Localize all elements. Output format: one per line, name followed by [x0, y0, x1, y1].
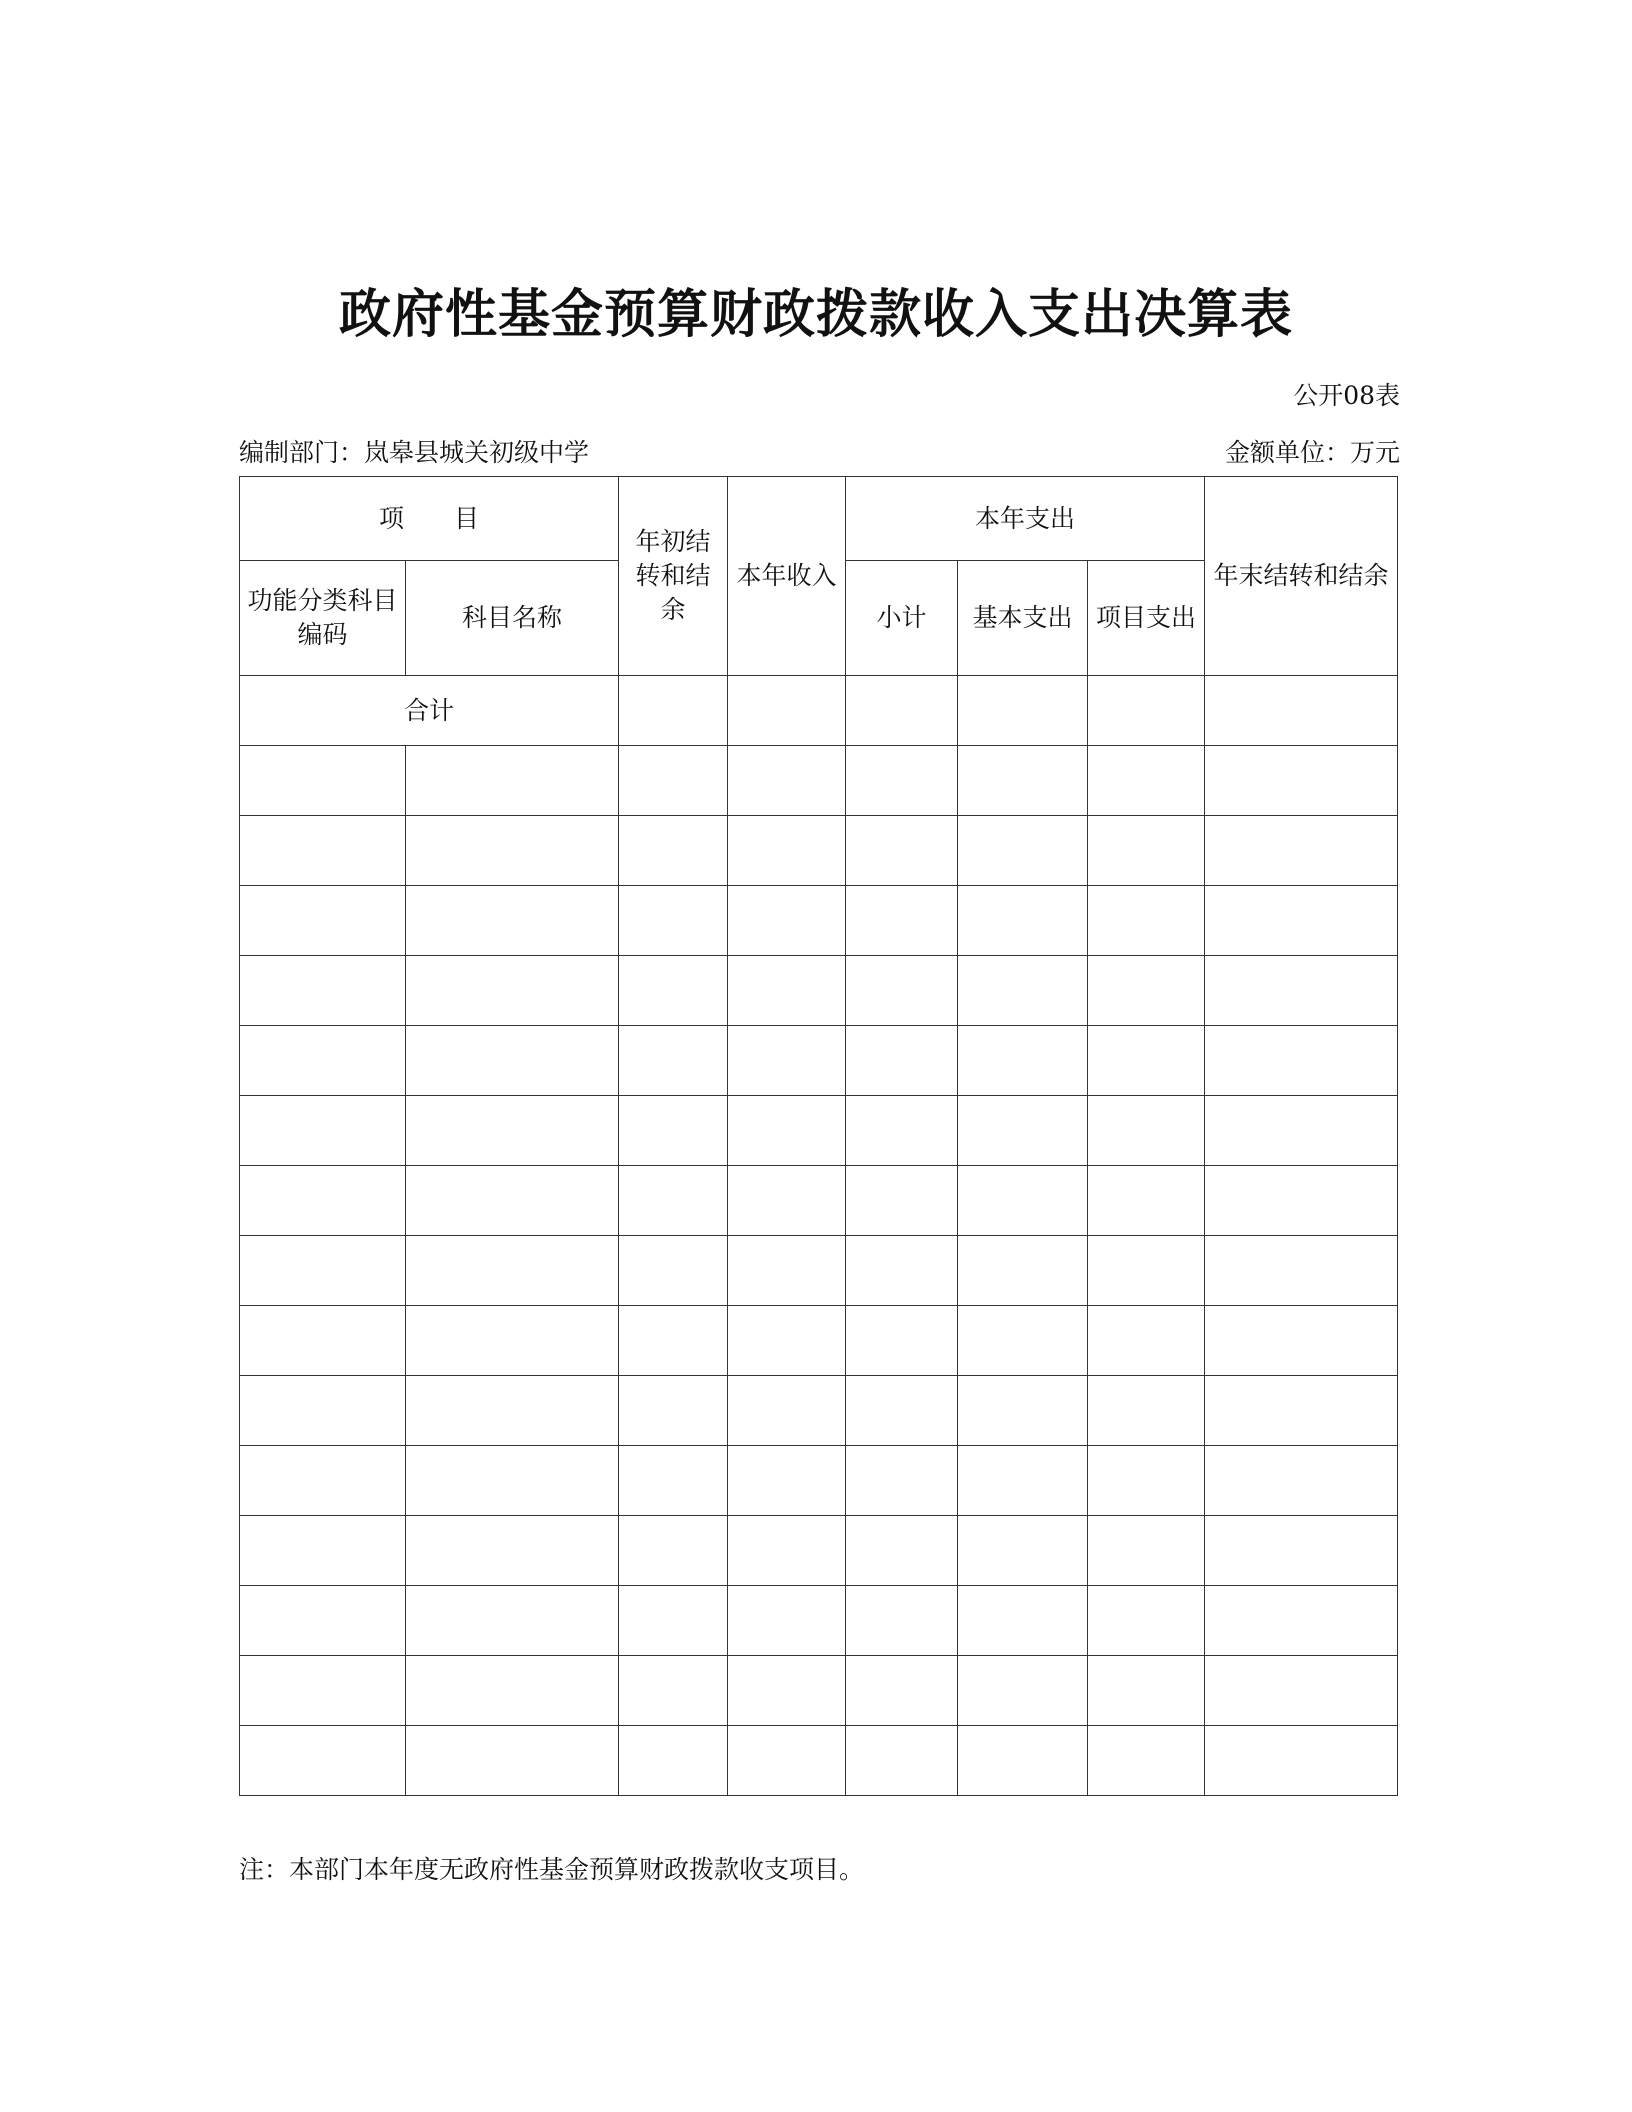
table-cell — [1088, 1446, 1205, 1516]
header-project — [240, 477, 619, 561]
table-row — [240, 1516, 1398, 1586]
table-cell — [728, 1726, 846, 1796]
table-cell — [406, 1656, 619, 1726]
total-row — [240, 676, 1398, 746]
total-cell — [846, 676, 958, 746]
table-cell — [406, 1236, 619, 1306]
table-cell — [619, 816, 728, 886]
table-cell — [406, 1726, 619, 1796]
table-cell — [728, 1096, 846, 1166]
header-begin-balance — [619, 477, 728, 676]
table-cell — [619, 1096, 728, 1166]
header-annual-income — [728, 477, 846, 676]
table-cell — [728, 1586, 846, 1656]
table-cell — [846, 1166, 958, 1236]
table-cell — [958, 816, 1088, 886]
table-cell — [1205, 1516, 1398, 1586]
header-begin-balance-label: 年初结转和结余 — [635, 527, 711, 624]
table-cell — [958, 1586, 1088, 1656]
table-cell — [1205, 1166, 1398, 1236]
table-cell — [619, 1306, 728, 1376]
header-project-expense-label: 项目支出 — [1096, 603, 1197, 632]
table-cell — [1088, 1096, 1205, 1166]
table-cell — [958, 1726, 1088, 1796]
table-row — [240, 956, 1398, 1026]
table-cell — [240, 1726, 406, 1796]
table-cell — [1088, 816, 1205, 886]
table-cell — [619, 956, 728, 1026]
table-cell — [846, 816, 958, 886]
table-cell — [1088, 746, 1205, 816]
footnote: 注：本部门本年度无政府性基金预算财政拨款收支项目。 — [239, 1855, 865, 1884]
table-row — [240, 1656, 1398, 1726]
table-cell — [846, 1236, 958, 1306]
table-cell — [406, 1306, 619, 1376]
header-subtotal — [846, 561, 958, 676]
table-cell — [1088, 1726, 1205, 1796]
table-cell — [1088, 1236, 1205, 1306]
table-cell — [406, 886, 619, 956]
table-cell — [1088, 1516, 1205, 1586]
table-row — [240, 1096, 1398, 1166]
table-cell — [1205, 1376, 1398, 1446]
table-cell — [1205, 1026, 1398, 1096]
table-cell — [846, 1726, 958, 1796]
table-cell — [1088, 956, 1205, 1026]
table-cell — [1205, 1236, 1398, 1306]
table-row — [240, 1726, 1398, 1796]
header-subject-name — [406, 561, 619, 676]
total-cell — [1205, 676, 1398, 746]
table-cell — [406, 1586, 619, 1656]
table-row — [240, 886, 1398, 956]
total-label: 合计 — [404, 695, 455, 725]
table-cell — [240, 1446, 406, 1516]
table-cell — [728, 886, 846, 956]
table-cell — [1088, 886, 1205, 956]
department-label: 编制部门：岚皋县城关初级中学 — [239, 438, 590, 467]
table-cell — [1205, 1446, 1398, 1516]
budget-table — [239, 476, 1398, 1796]
table-cell — [1088, 1306, 1205, 1376]
table-row — [240, 1166, 1398, 1236]
header-annual-expense-label: 本年支出 — [975, 503, 1076, 533]
table-cell — [619, 886, 728, 956]
table-cell — [728, 1306, 846, 1376]
table-cell — [619, 1026, 728, 1096]
table-cell — [240, 1236, 406, 1306]
table-row — [240, 1306, 1398, 1376]
table-row — [240, 1376, 1398, 1446]
table-cell — [958, 1166, 1088, 1236]
table-cell — [728, 1236, 846, 1306]
table-cell — [1205, 956, 1398, 1026]
table-cell — [240, 1306, 406, 1376]
table-cell — [240, 956, 406, 1026]
header-subtotal-label: 小计 — [876, 603, 927, 632]
header-annual-expense — [846, 477, 1205, 561]
total-cell — [1088, 676, 1205, 746]
table-cell — [728, 1376, 846, 1446]
table-cell — [1205, 1586, 1398, 1656]
table-row — [240, 816, 1398, 886]
table-cell — [240, 816, 406, 886]
header-basic-expense-label: 基本支出 — [972, 603, 1073, 632]
table-cell — [728, 1446, 846, 1516]
table-cell — [1205, 1656, 1398, 1726]
table-cell — [728, 816, 846, 886]
table-cell — [846, 1516, 958, 1586]
table-row — [240, 1446, 1398, 1516]
table-cell — [1205, 886, 1398, 956]
header-row-1 — [240, 477, 1398, 561]
table-cell — [619, 1516, 728, 1586]
table-row — [240, 1236, 1398, 1306]
table-row — [240, 1026, 1398, 1096]
table-row — [240, 1586, 1398, 1656]
table-cell — [1205, 1096, 1398, 1166]
header-func-code — [240, 561, 406, 676]
table-cell — [406, 1166, 619, 1236]
table-cell — [846, 1586, 958, 1656]
total-label-cell — [240, 676, 619, 746]
table-cell — [958, 956, 1088, 1026]
table-cell — [1088, 1656, 1205, 1726]
table-cell — [846, 746, 958, 816]
table-cell — [958, 1656, 1088, 1726]
table-cell — [846, 1026, 958, 1096]
table-cell — [958, 746, 1088, 816]
table-cell — [1205, 1726, 1398, 1796]
table-cell — [846, 1656, 958, 1726]
total-cell — [619, 676, 728, 746]
table-cell — [619, 1376, 728, 1446]
table-cell — [1088, 1586, 1205, 1656]
table-cell — [1088, 1026, 1205, 1096]
table-cell — [240, 886, 406, 956]
table-cell — [240, 1656, 406, 1726]
table-cell — [240, 1516, 406, 1586]
table-cell — [958, 1096, 1088, 1166]
table-cell — [406, 1376, 619, 1446]
table-cell — [619, 1656, 728, 1726]
table-cell — [406, 816, 619, 886]
table-cell — [406, 1026, 619, 1096]
table-cell — [406, 1516, 619, 1586]
table-cell — [958, 1516, 1088, 1586]
header-func-code-label: 功能分类科目编码 — [247, 586, 398, 649]
table-cell — [846, 1306, 958, 1376]
table-cell — [240, 746, 406, 816]
table-cell — [1205, 746, 1398, 816]
table-row — [240, 746, 1398, 816]
header-basic-expense — [958, 561, 1088, 676]
header-project-label: 项 目 — [379, 503, 480, 533]
table-cell — [958, 886, 1088, 956]
table-cell — [728, 1166, 846, 1236]
table-cell — [728, 746, 846, 816]
table-cell — [240, 1586, 406, 1656]
table-cell — [619, 1726, 728, 1796]
total-cell — [958, 676, 1088, 746]
table-cell — [728, 1026, 846, 1096]
table-cell — [406, 956, 619, 1026]
table-cell — [728, 956, 846, 1026]
table-cell — [619, 1586, 728, 1656]
table-cell — [846, 1446, 958, 1516]
table-cell — [619, 1166, 728, 1236]
table-cell — [728, 1656, 846, 1726]
table-cell — [406, 1096, 619, 1166]
table-cell — [1205, 1306, 1398, 1376]
table-cell — [958, 1376, 1088, 1446]
header-end-balance-label: 年末结转和结余 — [1213, 561, 1389, 590]
table-cell — [240, 1376, 406, 1446]
form-number: 公开08表 — [1293, 381, 1400, 410]
table-cell — [619, 746, 728, 816]
table-cell — [240, 1166, 406, 1236]
table-cell — [406, 746, 619, 816]
header-project-expense — [1088, 561, 1205, 676]
unit-label: 金额单位：万元 — [1224, 438, 1400, 467]
table-cell — [619, 1236, 728, 1306]
table-cell — [1088, 1376, 1205, 1446]
total-cell — [728, 676, 846, 746]
table-cell — [958, 1236, 1088, 1306]
table-cell — [958, 1306, 1088, 1376]
table-cell — [846, 1376, 958, 1446]
header-end-balance — [1205, 477, 1398, 676]
document-title: 政府性基金预算财政拨款收入支出决算表 — [338, 285, 1293, 345]
table-cell — [728, 1516, 846, 1586]
table-cell — [958, 1026, 1088, 1096]
table-cell — [846, 956, 958, 1026]
table-cell — [958, 1446, 1088, 1516]
table-cell — [1088, 1166, 1205, 1236]
header-subject-name-label: 科目名称 — [462, 603, 563, 632]
table-cell — [846, 1096, 958, 1166]
table-cell — [240, 1096, 406, 1166]
header-annual-income-label: 本年收入 — [736, 561, 837, 590]
table-cell — [619, 1446, 728, 1516]
table-cell — [406, 1446, 619, 1516]
table-cell — [240, 1026, 406, 1096]
table-cell — [1205, 816, 1398, 886]
table-cell — [846, 886, 958, 956]
